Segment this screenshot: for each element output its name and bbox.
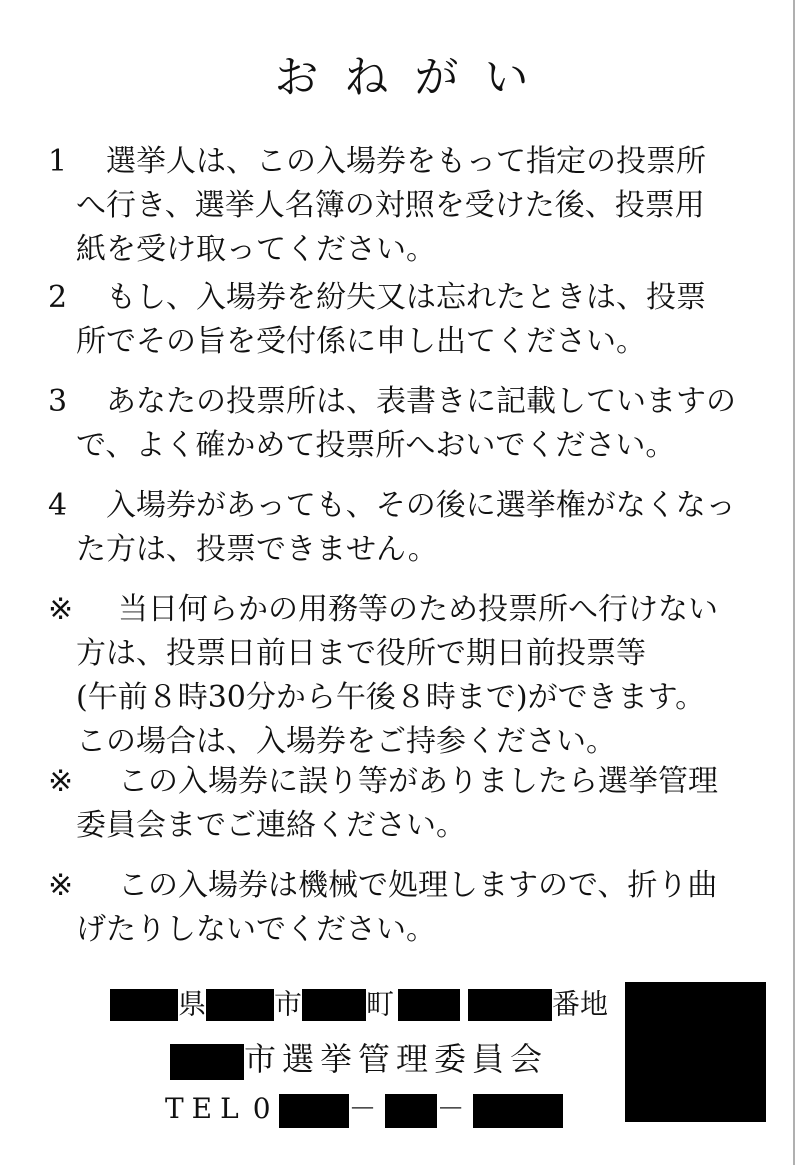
town-suffix: 町 <box>366 987 395 1021</box>
redaction-block <box>468 989 552 1021</box>
note-item <box>48 760 768 848</box>
item-text: あなたの投票所は、表書きに記載していますの <box>106 384 736 419</box>
note-text: げたりしないでください。 <box>76 912 436 947</box>
item-text: た方は、投票できません。 <box>76 532 438 567</box>
item-text: 所でその旨を受付係に申し出てください。 <box>76 324 646 359</box>
note-text: この入場券は機械で処理しますので、折り曲 <box>118 868 718 903</box>
redaction-block <box>170 1044 244 1080</box>
redaction-block <box>110 989 178 1021</box>
note-item <box>48 864 768 952</box>
list-item <box>48 484 768 572</box>
item-text: 選挙人は、この入場券をもって指定の投票所 <box>106 144 706 179</box>
tel-separator: － <box>436 1092 473 1125</box>
scan-edge-line <box>793 0 795 1165</box>
tel-separator: － <box>348 1092 385 1125</box>
item-text: 紙を受け取ってください。 <box>76 232 436 267</box>
redaction-block <box>279 1094 349 1128</box>
item-text: で、よく確かめて投票所へおいでください。 <box>76 428 676 463</box>
note-text: (午前８時30分から午後８時まで)ができます。 <box>76 680 706 715</box>
redaction-block <box>473 1094 563 1128</box>
tel-label: TEL <box>165 1092 247 1125</box>
item-text: もし、入場券を紛失又は忘れたときは、投票 <box>106 280 706 315</box>
note-text: この入場券に誤り等がありましたら選挙管理 <box>118 764 718 799</box>
address-line <box>0 983 608 1023</box>
redaction-block <box>302 989 366 1021</box>
tel-line <box>0 1087 563 1131</box>
item-text: 入場券があっても、その後に選挙権がなくなっ <box>106 488 736 523</box>
item-number: 3 <box>48 384 68 419</box>
item-number: 2 <box>48 280 68 315</box>
note-mark: ※ <box>48 764 74 799</box>
note-item <box>48 588 768 764</box>
banchi-suffix: 番地 <box>552 987 609 1021</box>
city-suffix: 市 <box>274 987 303 1021</box>
tel-prefix: 0 <box>252 1092 279 1125</box>
prefecture-suffix: 県 <box>178 987 207 1021</box>
note-text: 当日何らかの用務等のため投票所へ行けない <box>118 592 718 627</box>
organization-name: 市選挙管理委員会 <box>244 1040 549 1078</box>
redaction-block <box>206 989 274 1021</box>
list-item <box>48 380 768 468</box>
item-number: 1 <box>48 144 68 179</box>
note-text: 委員会までご連絡ください。 <box>76 808 466 843</box>
page-title: おねがい <box>274 52 555 103</box>
redaction-block <box>398 989 460 1021</box>
redaction-block <box>385 1094 437 1128</box>
item-text: へ行き、選挙人名簿の対照を受けた後、投票用 <box>76 188 705 223</box>
list-item <box>48 276 768 364</box>
redacted-seal <box>625 982 766 1122</box>
note-mark: ※ <box>48 592 74 627</box>
list-item <box>48 140 768 272</box>
note-mark: ※ <box>48 868 74 903</box>
note-text: 方は、投票日前日まで役所で期日前投票等 <box>76 636 646 671</box>
organization-line <box>0 1035 548 1083</box>
item-number: 4 <box>48 488 68 523</box>
note-text: この場合は、入場券をご持参ください。 <box>76 724 616 759</box>
